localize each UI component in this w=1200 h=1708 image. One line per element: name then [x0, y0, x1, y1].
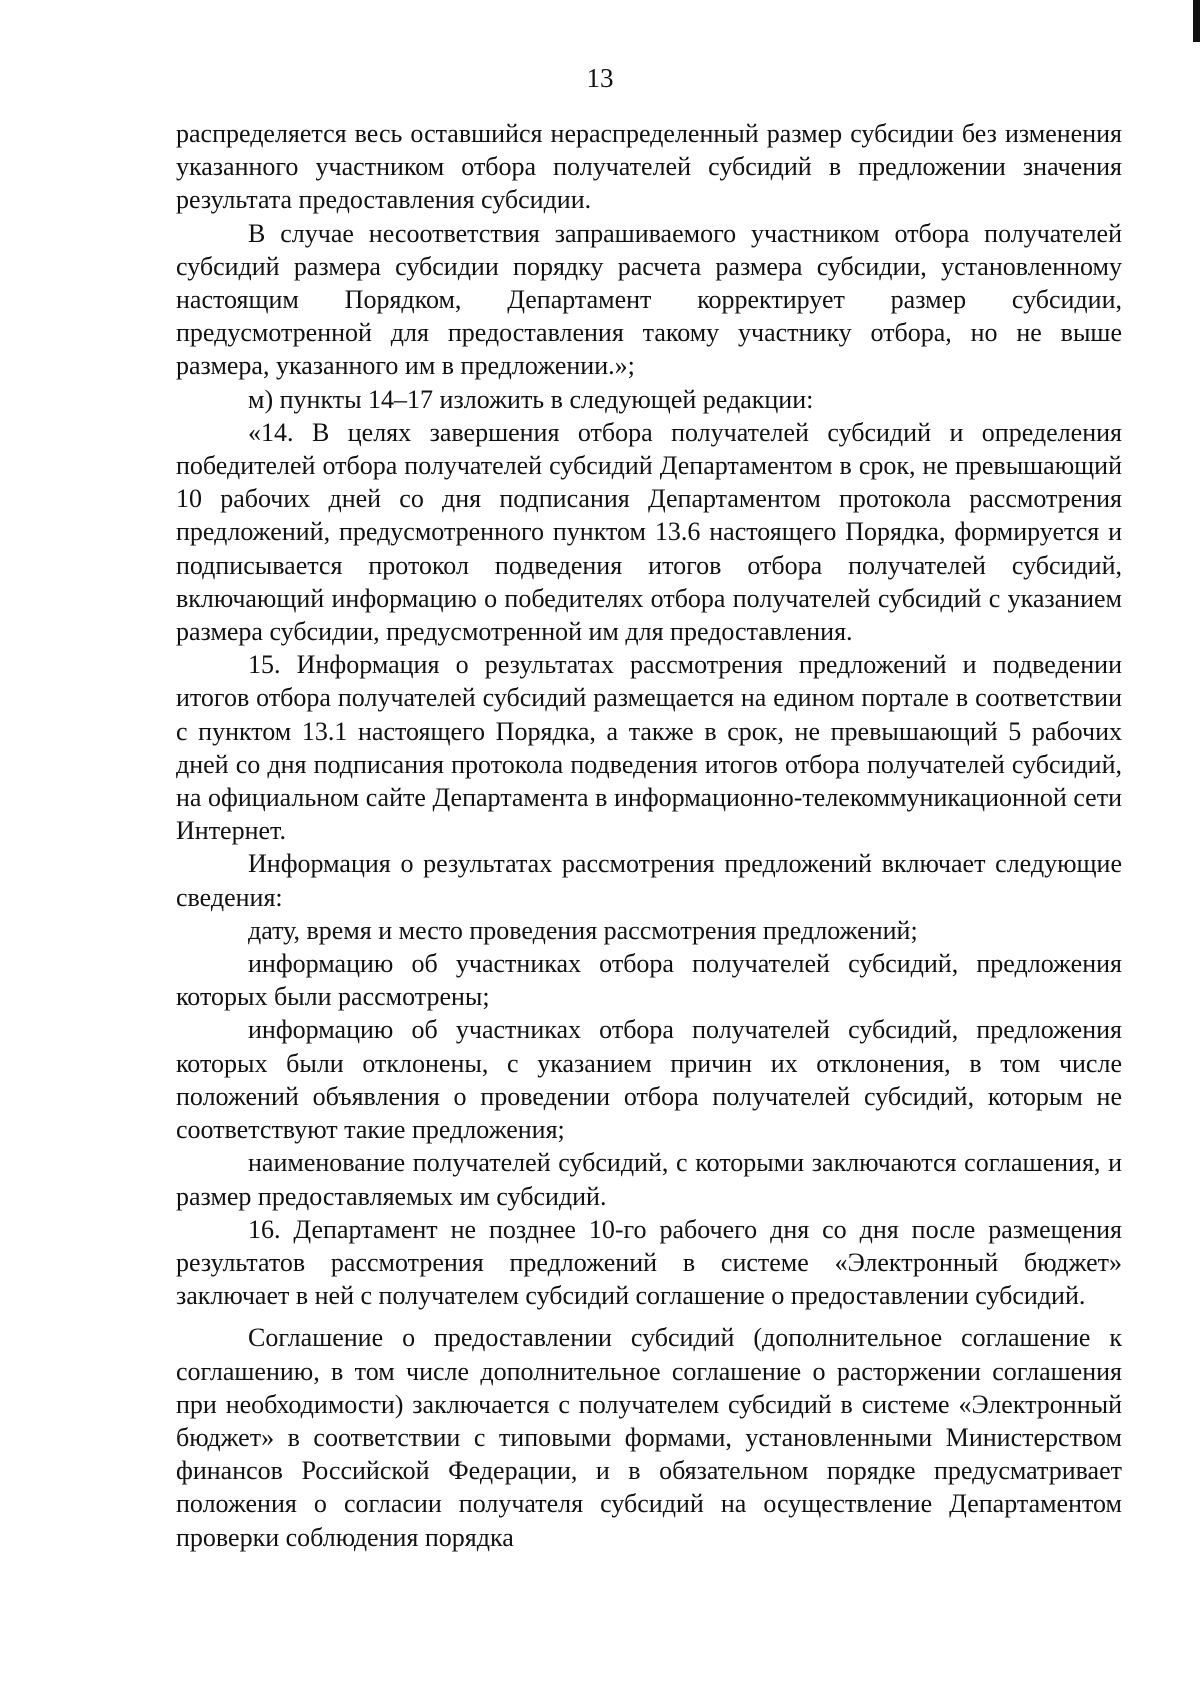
paragraph-mismatch-correction: В случае несоответствия запрашиваемого участником отбора получателей субсидий размера субсидии порядку расчета размера субсидии, установленному настоящим Порядком, Департамент корректирует размер субсидии, предусмотренной для предоставления такому участнику отбора, но не выше размера, указанного им в предложении.»;	[176, 218, 1122, 381]
paragraph-continuation: распределяется весь оставшийся нераспределенный размер субсидии без изменения указанного участником отбора получателей субсидий в предложении значения результата предоставления субсидии.	[176, 119, 1122, 215]
page-number: 13	[586, 63, 614, 93]
paragraph-list-rejected: информацию об участниках отбора получателей субсидий, предложения которых были отклонены, с указанием причин их отклонения, в том числе положений объявления о проведении отбора получателей субсидий, которым не соответствуют такие предложения;	[176, 1015, 1122, 1145]
paragraph-point-16: 16. Департамент не позднее 10-го рабочего дня со дня после размещения результатов рассмотрения предложений в системе «Электронный бюджет» заключает в ней с получателем субсидий соглашение о предоставлении субсидий.	[176, 1214, 1122, 1311]
scan-edge-mark	[1193, 0, 1200, 42]
paragraph-list-recipients: наименование получателей субсидий, с которыми заключаются соглашения, и размер предоставляемых им субсидий.	[176, 1148, 1122, 1211]
paragraph-list-reviewed: информацию об участниках отбора получателей субсидий, предложения которых были рассмотрены;	[176, 949, 1122, 1012]
paragraph-info-includes: Информация о результатах рассмотрения предложений включает следующие сведения:	[176, 849, 1122, 912]
paragraph-item-m: м) пункты 14–17 изложить в следующей редакции:	[248, 384, 814, 414]
paragraph-point-14: «14. В целях завершения отбора получателей субсидий и определения победителей отбора получателей субсидий Департаментом в срок, не превышающий 10 рабочих дней со дня подписания Департаментом протокола рассмотрения предложений, предусмотренного пунктом 13.6 настоящего Порядка, формируется и подписывается протокол подведения итогов отбора получателей субсидий, включающий информацию о победителях отбора получателей субсидий с указанием размера субсидии, предусмотренной им для предоставления.	[176, 417, 1122, 647]
paragraph-list-date: дату, время и место проведения рассмотрения предложений;	[248, 915, 918, 945]
paragraph-point-15: 15. Информация о результатах рассмотрения предложений и подведении итогов отбора получателей субсидий размещается на едином портале в соответствии с пунктом 13.1 настоящего Порядка, а также в срок, не превышающий 5 рабочих дней со дня подписания протокола подведения итогов отбора получателей субсидий, на официальном сайте Департамента в информационно-телекоммуникационной сети Интернет.	[176, 650, 1122, 846]
document-body	[176, 117, 1122, 1554]
paragraph-agreement: Соглашение о предоставлении субсидий (дополнительное соглашение к соглашению, в том числе дополнительное соглашение о расторжении соглашения при необходимости) заключается с получателем субсидий в системе «Электронный бюджет» в соответствии с типовыми формами, установленными Министерством финансов Российской Федерации, и в обязательном порядке предусматривает положения о согласии получателя субсидий на осуществление Департаментом проверки соблюдения порядка	[176, 1323, 1122, 1552]
